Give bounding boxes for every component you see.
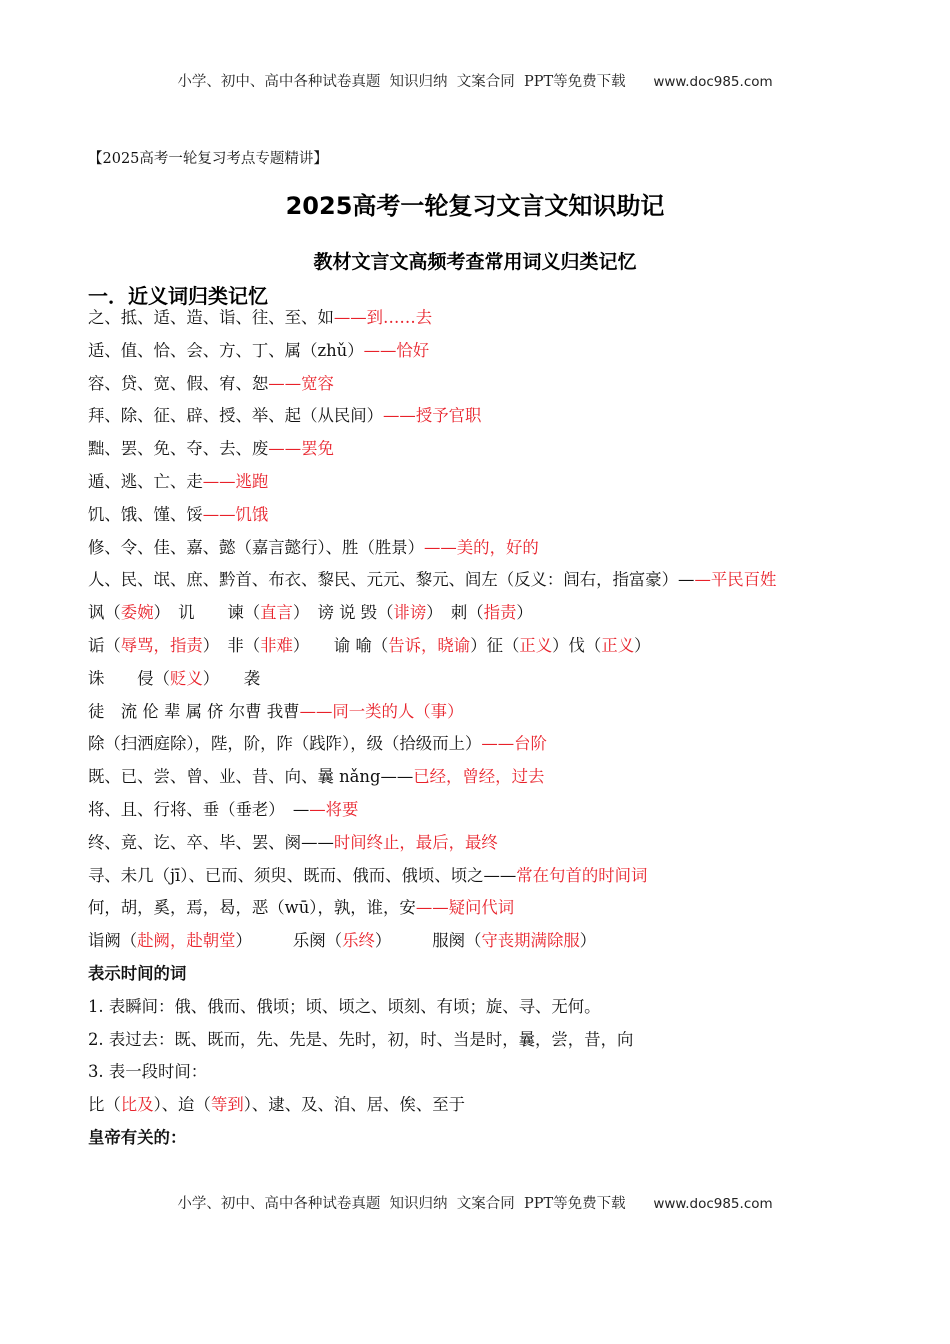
word-group: 徒 流 伦 辈 属 侪 尔曹 我曹 — [88, 701, 300, 721]
word: ） 非（ — [202, 635, 261, 655]
word-group: 饥、饿、馑、馁 — [88, 504, 203, 524]
meaning: ——逃跑 — [202, 471, 269, 491]
page-footer — [0, 1192, 950, 1213]
list-item — [88, 663, 868, 696]
list-item — [88, 794, 868, 827]
meaning: ——罢免 — [268, 439, 334, 459]
page-header — [0, 70, 950, 91]
meaning: 常在句首的时间词 — [516, 865, 648, 885]
word-group: 拜、除、征、辟、授、举、起（从民间） — [88, 406, 384, 426]
meaning: ——授予官职 — [383, 406, 482, 426]
vocabulary-list — [88, 302, 868, 1155]
word: ） — [579, 931, 597, 951]
meaning: 直言 — [260, 603, 293, 623]
meaning: 赴阙，赴朝堂 — [137, 931, 236, 951]
subheading-time-words: 表示时间的词 — [88, 963, 187, 983]
word: ） 讥 谏（ — [153, 603, 261, 623]
word-group: 将、且、行将、垂（垂老） — — [88, 799, 310, 819]
meaning: ——台阶 — [481, 734, 547, 754]
word-group: 之、抵、适、造、诣、往、至、如 — [88, 308, 334, 327]
word: ）伐（ — [552, 635, 602, 655]
meaning: ——美的，好的 — [424, 537, 539, 557]
list-item — [88, 892, 868, 925]
word: ） — [634, 635, 651, 655]
word: ）、逮、及、洎、居、俟、至于 — [243, 1095, 465, 1115]
meaning: 诽谤 — [393, 603, 427, 623]
meaning: 辱骂，指责 — [120, 635, 203, 655]
word-group: 遁、逃、亡、走 — [88, 471, 203, 491]
meaning: 等到 — [210, 1095, 244, 1115]
word: 讽（ — [88, 603, 121, 623]
word: ） 刺（ — [426, 603, 484, 623]
word: 诟（ — [88, 635, 121, 655]
list-item: 1. 表瞬间：俄、俄而、俄顷；顷、顷之、顷刻、有顷；旋、寻、无何。 — [88, 996, 601, 1016]
list-item — [88, 925, 868, 958]
meaning: 告诉，晓谕 — [388, 635, 471, 655]
word-group: 既、已、尝、曾、业、昔、向、曩 nǎng—— — [88, 767, 414, 787]
list-item — [88, 466, 868, 499]
word: ）征（ — [470, 635, 520, 655]
meaning: 贬义 — [169, 668, 203, 688]
meaning: —平民百姓 — [694, 570, 777, 590]
meaning: 正义 — [519, 635, 553, 655]
meaning: ——到……去 — [333, 308, 433, 327]
header-text: 小学、初中、高中各种试卷真题 知识归纳 文案合同 PPT等免费下载 — [177, 74, 626, 90]
meaning: 守丧期满除服 — [481, 931, 580, 951]
word-group: 寻、未几（jī）、已而、须臾、既而、俄而、俄顷、顷之—— — [88, 865, 517, 885]
document-subtitle: 教材文言文高频考查常用词义归类记忆 — [313, 251, 637, 273]
list-item — [88, 335, 868, 368]
list-item — [88, 728, 868, 761]
series-label: 【2025高考一轮复习考点专题精讲】 — [88, 151, 328, 167]
word: ）、迨（ — [153, 1095, 211, 1115]
footer-text: 小学、初中、高中各种试卷真题 知识归纳 文案合同 PPT等免费下载 — [177, 1196, 626, 1212]
word: ） 袭 — [202, 668, 261, 688]
list-item — [88, 860, 868, 893]
word-group: 修、令、佳、嘉、懿（嘉言懿行）、胜（胜景） — [88, 537, 425, 557]
meaning: 非难 — [260, 635, 293, 655]
word: ） 乐阕（ — [235, 931, 343, 951]
list-item — [88, 400, 868, 433]
document-title: 2025高考一轮复习文言文知识助记 — [285, 192, 665, 220]
list-item — [88, 302, 868, 335]
meaning: 时间终止，最后，最终 — [333, 832, 498, 852]
list-item — [88, 1089, 868, 1122]
list-item: 3. 表一段时间： — [88, 1062, 208, 1082]
word: ） 谕 喻（ — [292, 635, 389, 655]
list-item — [88, 597, 868, 630]
meaning: 已经，曾经，过去 — [413, 767, 545, 787]
meaning: ——宽容 — [268, 373, 334, 393]
subheading-emperor: 皇帝有关的： — [88, 1127, 187, 1147]
meaning: ——同一类的人（事） — [299, 701, 464, 721]
meaning: 乐终 — [342, 931, 375, 951]
word: ） 服阕（ — [374, 931, 482, 951]
word-group: 黜、罢、免、夺、去、废 — [88, 439, 269, 459]
list-item — [88, 499, 868, 532]
word-group: 终、竟、讫、卒、毕、罢、阕—— — [88, 832, 334, 852]
list-item — [88, 696, 868, 729]
list-item — [88, 761, 868, 794]
word: 诛 侵（ — [88, 668, 170, 688]
list-item — [88, 368, 868, 401]
word-group: 何，胡，奚，焉，曷，恶（wū），孰，谁，安 — [88, 898, 416, 918]
meaning: 正义 — [601, 635, 635, 655]
word: 比（ — [88, 1095, 121, 1115]
meaning: ——疑问代词 — [415, 898, 515, 918]
meaning: ——饥饿 — [202, 504, 269, 524]
section-heading: 一．近义词归类记忆 — [88, 284, 268, 308]
word: ） 谤 说 毁（ — [292, 603, 394, 623]
list-item — [88, 433, 868, 466]
list-item — [88, 532, 868, 565]
footer-url[interactable]: www.doc985.com — [653, 1196, 773, 1212]
word-group: 人、民、氓、庶、黔首、布衣、黎民、元元、黎元、闾左（反义：闾右，指富豪）— — [88, 570, 695, 590]
header-url[interactable]: www.doc985.com — [653, 74, 773, 90]
word-group: 适、值、恰、会、方、丁、属（zhǔ） — [88, 340, 364, 360]
meaning: ——恰好 — [363, 340, 430, 360]
list-item — [88, 564, 868, 597]
word-group: 除（扫洒庭除），陛，阶，阼（践阼），级（拾级而上） — [88, 734, 482, 754]
word-group: 容、贷、宽、假、宥、恕 — [88, 373, 269, 393]
list-item — [88, 827, 868, 860]
list-item: 2. 表过去：既、既而，先、先是、先时，初，时、当是时，曩，尝，昔，向 — [88, 1029, 634, 1049]
meaning: 指责 — [483, 603, 517, 623]
meaning: —将要 — [309, 799, 359, 819]
word: 诣阙（ — [88, 931, 138, 951]
meaning: 委婉 — [120, 603, 154, 623]
list-item — [88, 630, 868, 663]
meaning: 比及 — [120, 1095, 154, 1115]
word: ） — [516, 603, 533, 623]
